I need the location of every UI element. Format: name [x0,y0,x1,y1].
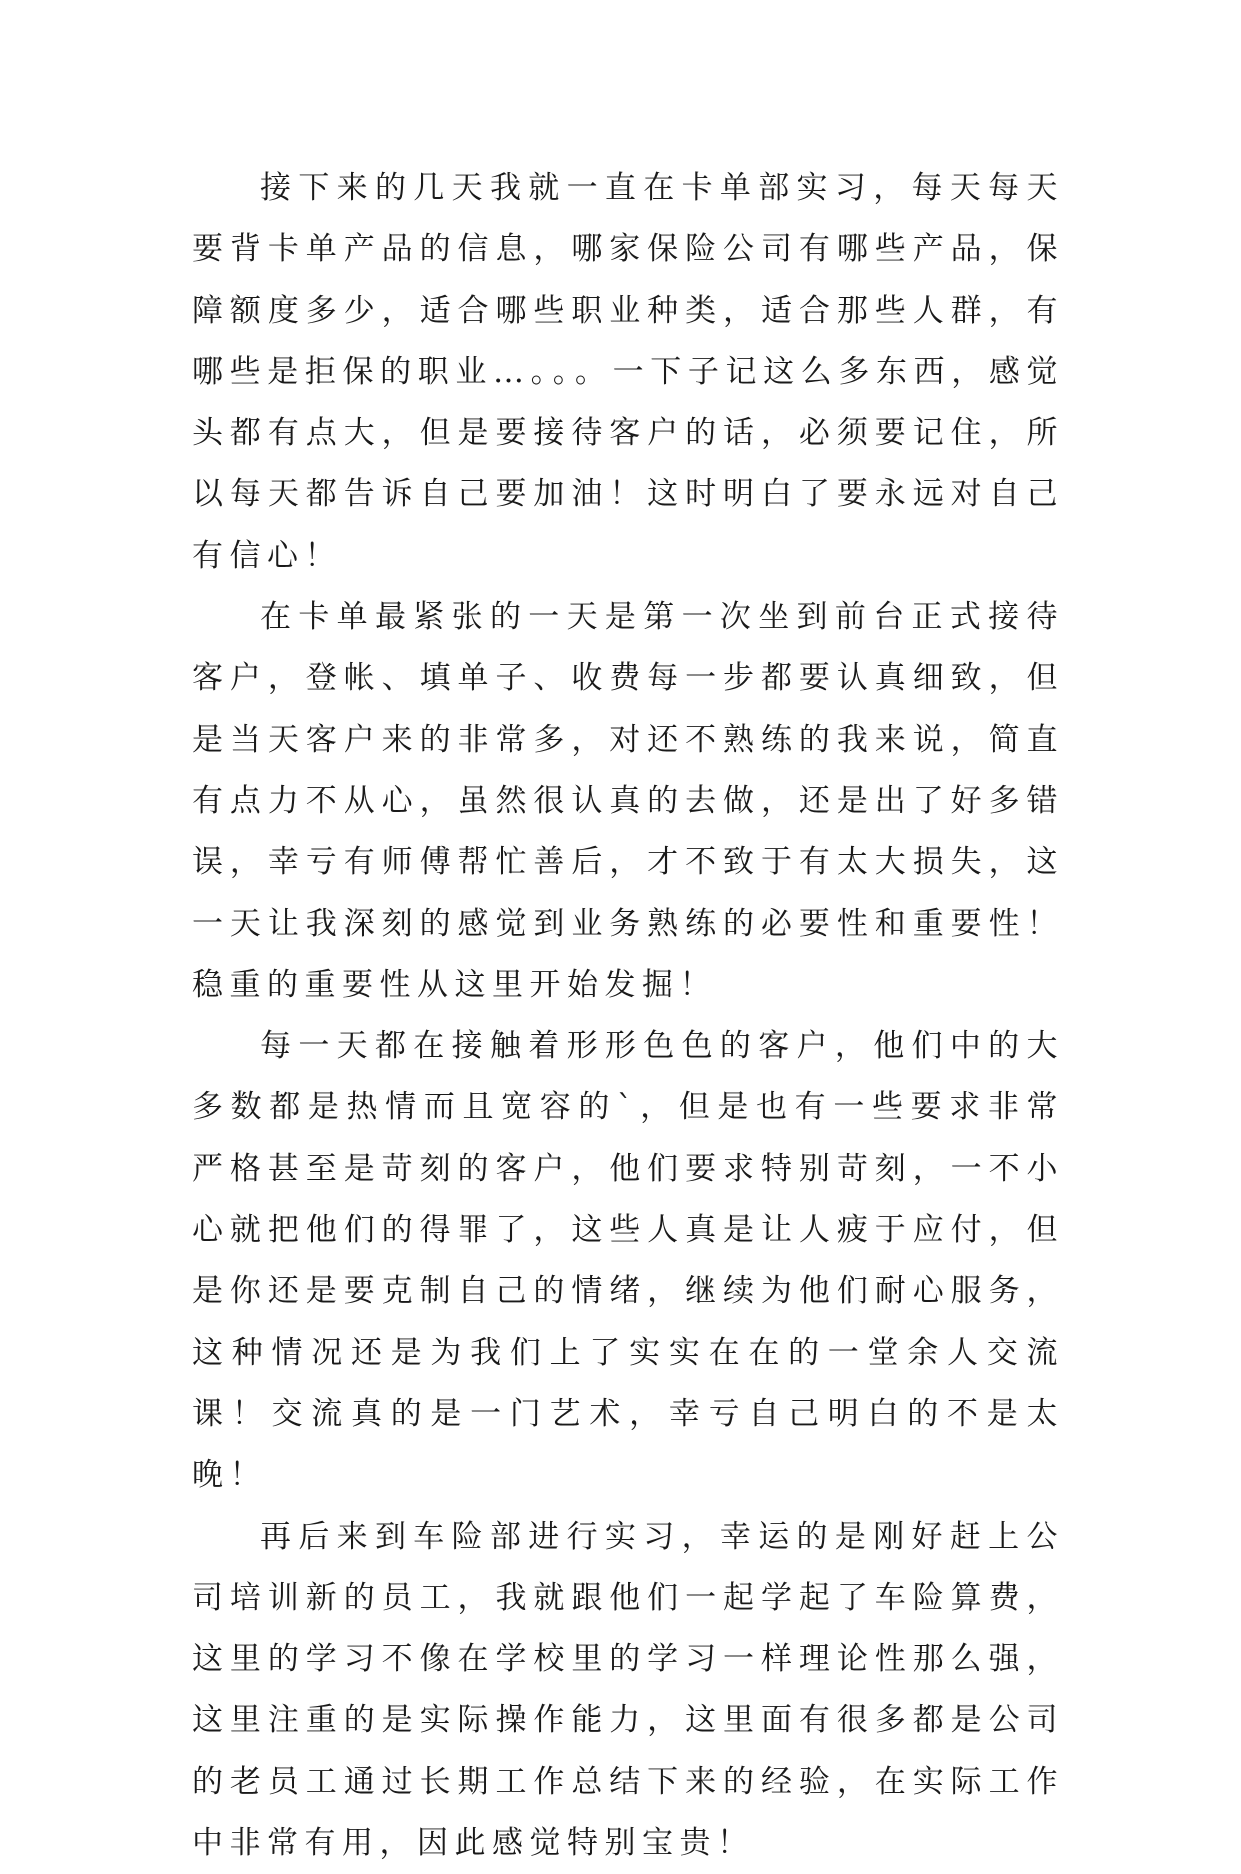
paragraph-2: 在卡单最紧张的一天是第一次坐到前台正式接待客户，登帐、填单子、收费每一步都要认真细致，但是当天客户来的非常多，对还不熟练的我来说，简直有点力不从心，虽然很认真的去做，还是出了好多错误，幸亏有师傅帮忙善后，才不致于有太大损失，这一天让我深刻的感觉到业务熟练的必要性和重要性！稳重的重要性从这里开始发掘！ [192,599,1064,1003]
paragraph-3: 每一天都在接触着形形色色的客户，他们中的大多数都是热情而且宽容的`，但是也有一些要求非常严格甚至是苛刻的客户，他们要求特别苛刻，一不小心就把他们的得罪了，这些人真是让人疲于应付，但是你还是要克制自己的情绪，继续为他们耐心服务，这种情况还是为我们上了实实在在的一堂余人交流课！交流真的是一门艺术，幸亏自己明白的不是太晚！ [192,1028,1064,1494]
paragraph-1: 接下来的几天我就一直在卡单部实习，每天每天要背卡单产品的信息，哪家保险公司有哪些产品，保障额度多少，适合哪些职业种类，适合那些人群，有哪些是拒保的职业…。。。一下子记这么多东西，感觉头都有点大，但是要接待客户的话，必须要记住，所以每天都告诉自己要加油！这时明白了要永远对自己有信心！ [192,170,1064,574]
document-page [192,158,1064,1874]
paragraph-4: 再后来到车险部进行实习，幸运的是刚好赶上公司培训新的员工，我就跟他们一起学起了车险算费，这里的学习不像在学校里的学习一样理论性那么强，这里注重的是实际操作能力，这里面有很多都是公司的老员工通过长期工作总结下来的经验，在实际工作中非常有用，因此感觉特别宝贵！ [192,1518,1064,1862]
